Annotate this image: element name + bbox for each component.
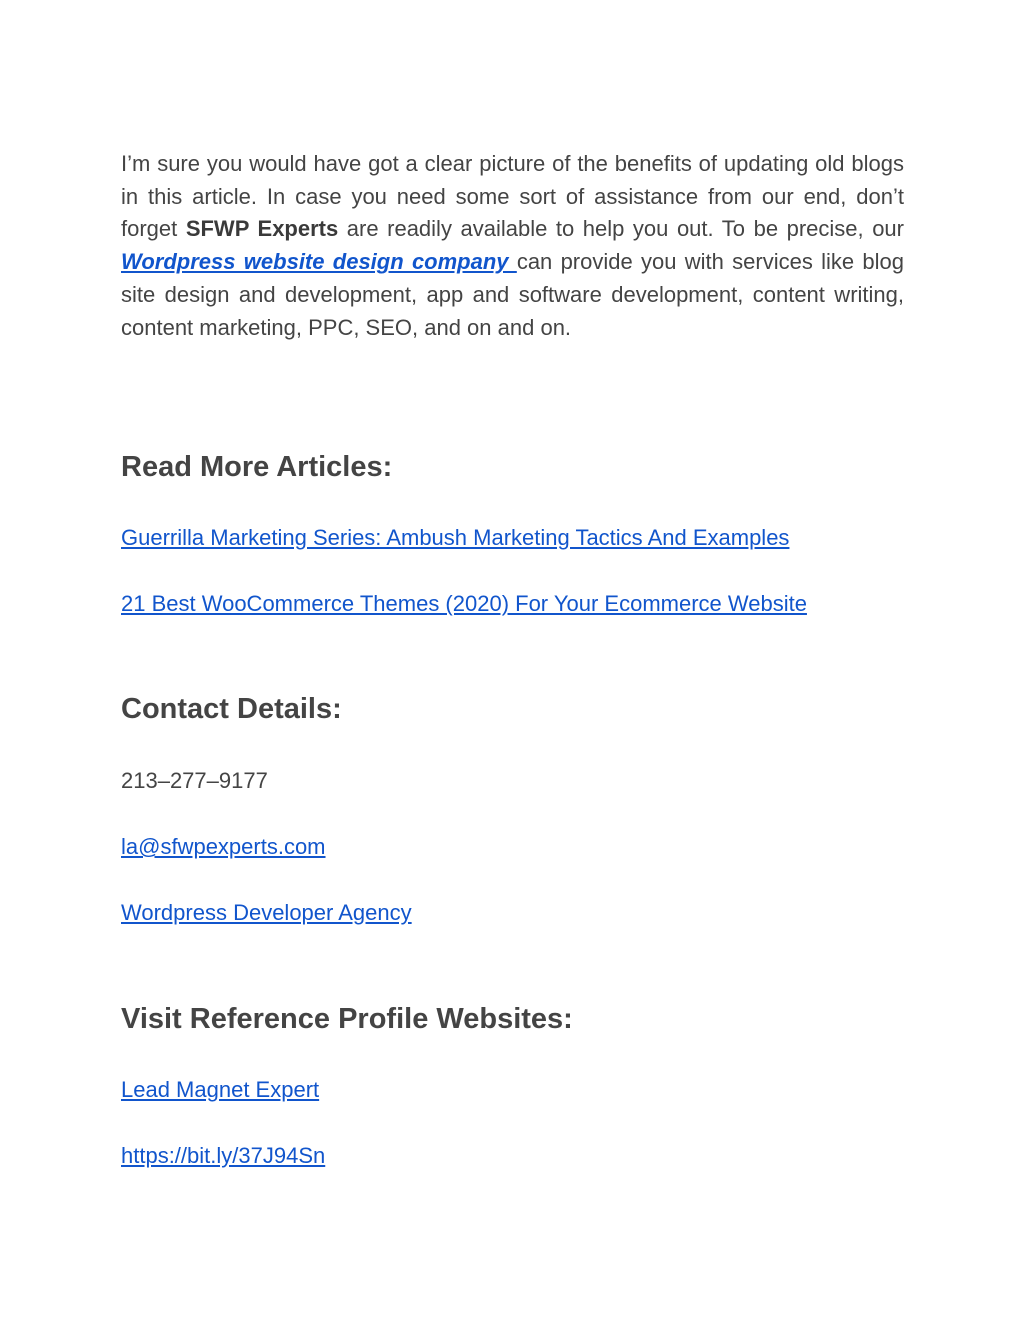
intro-text-1: I’m sure you would have got a clear picture of the benefits of updating old blogs in this article. In case you need some sort of assistance from our end, don’t forget: [121, 151, 904, 242]
reference-link-row: [121, 1143, 325, 1169]
contact-email-row: [121, 834, 326, 860]
article-link-row: [121, 591, 807, 617]
wordpress-design-company-link[interactable]: Wordpress website design company: [121, 249, 517, 275]
article-link-guerrilla-marketing[interactable]: Guerrilla Marketing Series: Ambush Marketing Tactics And Examples: [121, 525, 790, 550]
lead-magnet-expert-link[interactable]: Lead Magnet Expert: [121, 1077, 320, 1102]
wordpress-developer-agency-link[interactable]: Wordpress Developer Agency: [121, 900, 412, 925]
contact-agency-row: [121, 900, 412, 926]
reference-link-row: [121, 1077, 319, 1103]
reference-heading: Visit Reference Profile Websites:: [121, 1003, 573, 1035]
intro-text-3: can provide you with services like blog site design and development, app and software development, content writing, content marketing, PPC, SEO, and on and on.: [121, 249, 904, 340]
article-link-row: [121, 525, 789, 551]
contact-phone: 213–277–9177: [121, 768, 268, 793]
article-link-woocommerce-themes[interactable]: 21 Best WooCommerce Themes (2020) For Your Ecommerce Website: [121, 591, 807, 616]
read-more-heading: Read More Articles:: [121, 451, 393, 483]
contact-email-link[interactable]: la@sfwpexperts.com: [121, 834, 326, 859]
document-page: [121, 148, 904, 1168]
contact-heading: Contact Details:: [121, 693, 342, 725]
short-url-link[interactable]: https://bit.ly/37J94Sn: [121, 1143, 326, 1168]
intro-text-2: are readily available to help you out. To be precise, our: [338, 216, 904, 242]
company-name: SFWP Experts: [185, 216, 339, 242]
contact-phone-row: [121, 768, 268, 794]
intro-paragraph: [121, 148, 904, 344]
